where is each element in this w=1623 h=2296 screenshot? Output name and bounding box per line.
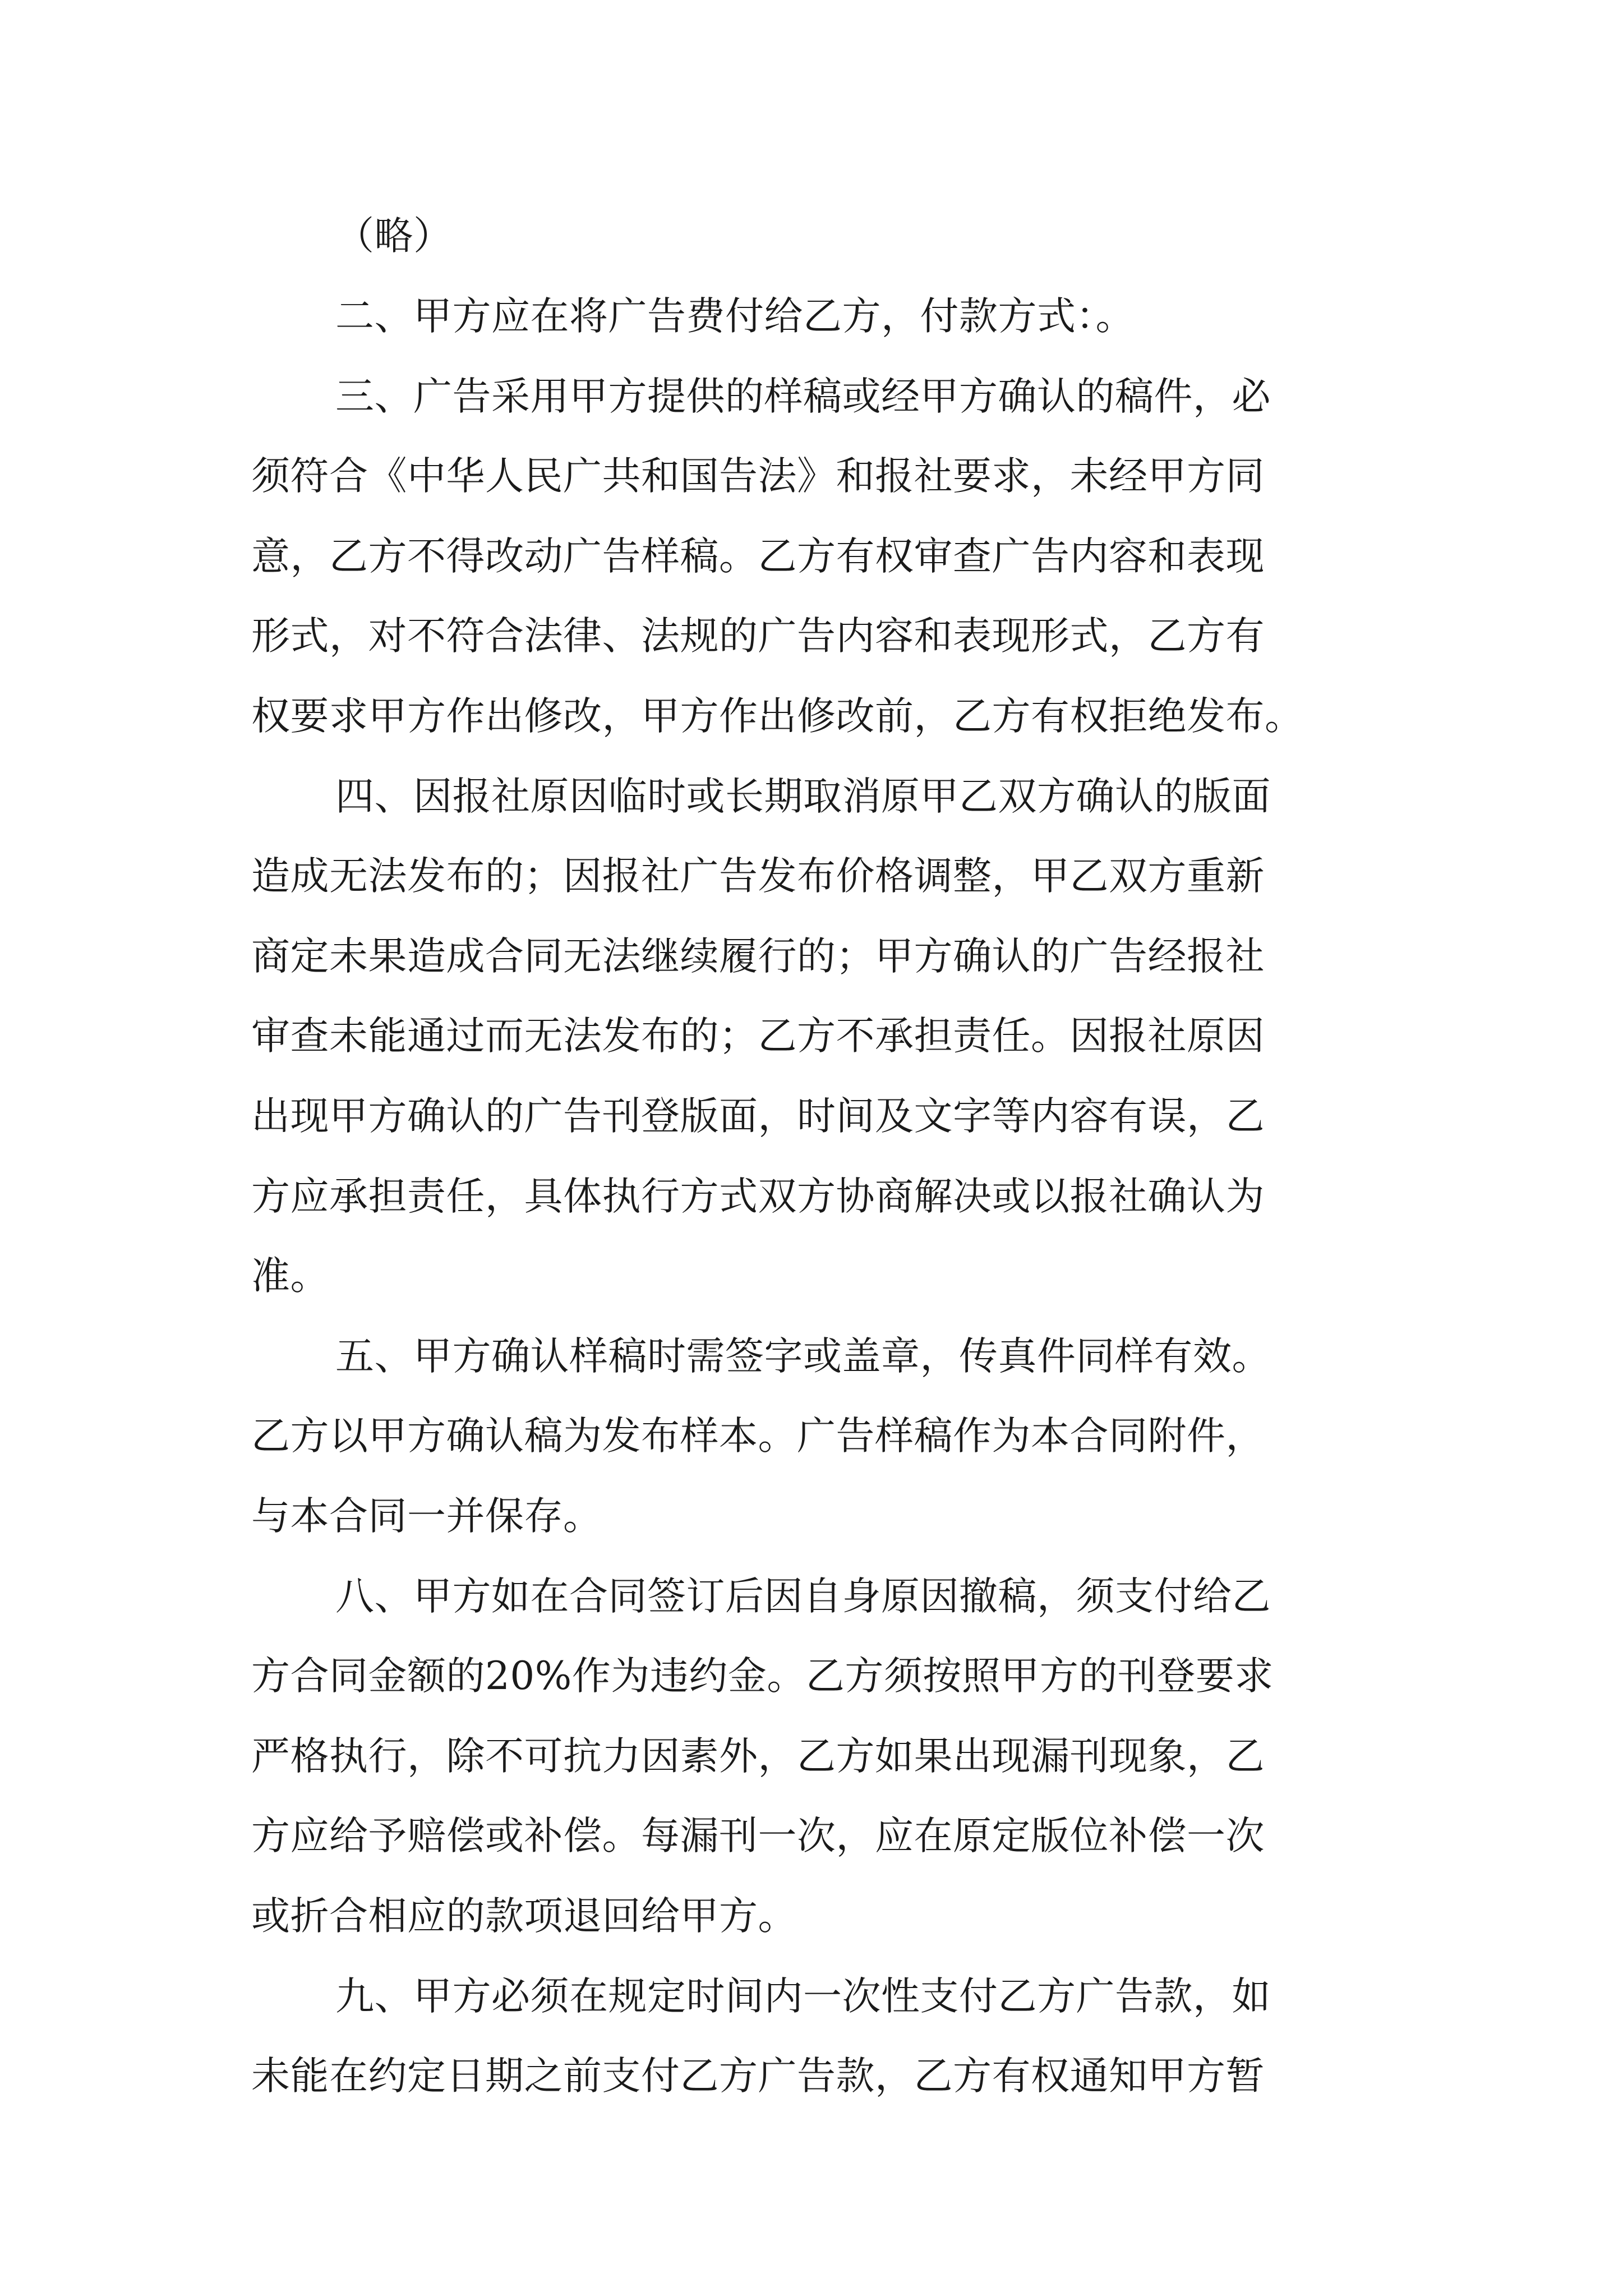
text-line: 四、因报社原因临时或长期取消原甲乙双方确认的版面 [335, 774, 1271, 819]
text-line: 意，乙方不得改动广告样稿。乙方有权审查广告内容和表现 [251, 534, 1265, 579]
text-line: 准。 [251, 1254, 329, 1299]
text-line: 未能在约定日期之前支付乙方广告款，乙方有权通知甲方暂 [251, 2054, 1265, 2099]
text-line: 须符合《中华人民广共和国告法》和报社要求，未经甲方同 [251, 454, 1265, 499]
text-line: 乙方以甲方确认稿为发布样本。广告样稿作为本合同附件， [251, 1414, 1265, 1458]
text-line: 或折合相应的款项退回给甲方。 [251, 1894, 797, 1939]
text-line: （略） [335, 214, 453, 259]
text-line: 方应承担责任，具体执行方式双方协商解决或以报社确认为 [251, 1174, 1265, 1219]
text-line: 权要求甲方作出修改，甲方作出修改前，乙方有权拒绝发布。 [251, 694, 1304, 739]
text-line: 三、广告采用甲方提供的样稿或经甲方确认的稿件，必 [335, 374, 1271, 419]
text-line: 形式，对不符合法律、法规的广告内容和表现形式，乙方有 [251, 614, 1265, 659]
text-line: 九、甲方必须在规定时间内一次性支付乙方广告款，如 [335, 1974, 1271, 2019]
text-line: 八、甲方如在合同签订后因自身原因撤稿，须支付给乙 [335, 1574, 1271, 1619]
text-line: 造成无法发布的；因报社广告发布价格调整，甲乙双方重新 [251, 854, 1265, 899]
text-line: 五、甲方确认样稿时需签字或盖章，传真件同样有效。 [335, 1334, 1271, 1379]
text-line: 出现甲方确认的广告刊登版面，时间及文字等内容有误，乙 [251, 1094, 1265, 1139]
text-line: 审查未能通过而无法发布的；乙方不承担责任。因报社原因 [251, 1014, 1265, 1059]
text-line: 严格执行，除不可抗力因素外，乙方如果出现漏刊现象，乙 [251, 1734, 1265, 1779]
text-line: 与本合同一并保存。 [251, 1494, 602, 1539]
text-line: 方应给予赔偿或补偿。每漏刊一次，应在原定版位补偿一次 [251, 1814, 1265, 1858]
text-line: 商定未果造成合同无法继续履行的；甲方确认的广告经报社 [251, 934, 1265, 979]
text-line: 二、甲方应在将广告费付给乙方，付款方式：。 [335, 294, 1135, 339]
text-line: 方合同金额的20%作为违约金。乙方须按照甲方的刊登要求 [251, 1654, 1274, 1699]
